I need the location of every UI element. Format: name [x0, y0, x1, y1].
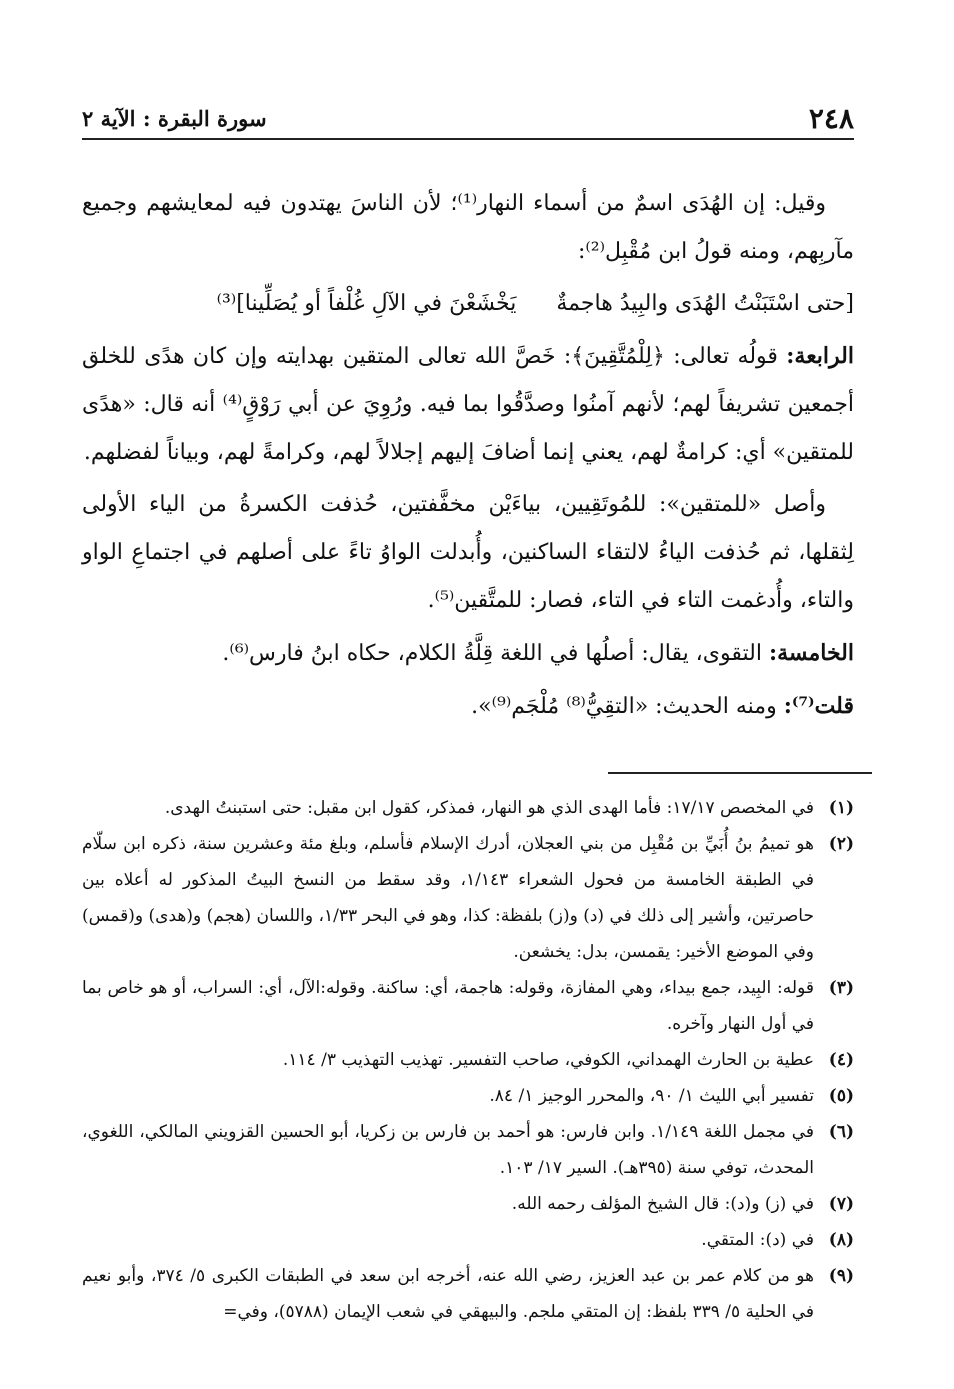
- poetry-verse: [82, 280, 854, 328]
- paragraph: [82, 682, 854, 731]
- footnote-text: في مجمل اللغة ١/١٤٩. وابن فارس: هو أحمد بن فارس بن زكريا، أبو الحسين القزويني المالكي، اللغوي، المحدث، توفي سنة (٣٩٥هـ). السير ١٧/ ١٠٣.: [82, 1122, 814, 1178]
- paragraph-text: قولُه تعالى: ﴿لِلْمُتَّقِينَ﴾: خَصَّ الله تعالى المتقين بهدايته وإن كان هدًى للخلق أجمعين تشريفاً لهم؛ لأنهم آمنُوا وصدَّقُوا بما فيه. ورُوِيَ عن أبي رَوْقٍ⁽⁴⁾ أنه قال: «هدًى للمتقين» أي: كرامةٌ لهم، يعني إنما أضافَ إليهم إجلالاً لهم، وكرامةً لهم، وبياناً لفضلهم.: [82, 344, 855, 465]
- section-heading: الرابعة:: [786, 343, 854, 369]
- running-title: سورة البقرة : الآية ٢: [82, 106, 267, 131]
- footnote-text: قوله: البِيد، جمع بيداء، وهي المفازة، وقوله: هاجمة، أي: ساكنة. وقوله:الآل، أي: السراب، أو هو خاص بما في أول النهار وآخره.: [82, 978, 814, 1034]
- footnote-text: في (ز) و(د): قال الشيخ المؤلف رحمه الله.: [511, 1194, 814, 1214]
- footnote-separator: [608, 772, 872, 774]
- paragraph: [82, 629, 854, 678]
- footnote: [82, 1186, 854, 1222]
- paragraph: [82, 332, 854, 477]
- section-heading: الخامسة:: [768, 640, 854, 666]
- footnote-number: (٧): [828, 1194, 854, 1214]
- footnote-text: تفسير أبي الليث ١/ ٩٠، والمحرر الوجيز ١/ ٨٤.: [489, 1086, 814, 1106]
- paragraph: وأصل «للمتقين»: للمُوتَقِيين، بياءَيْن مخفَّفتين، حُذفت الكسرةُ من الياء الأولى لِثقلها، ثم حُذفت الياءُ لالتقاء الساكنين، وأُبدلت الواوُ تاءً على أصلهم في اجتماعِ الواو والتاء، وأُدغمت التاء في التاء، فصار: للمتَّقين⁽⁵⁾.: [82, 492, 854, 613]
- footnote-number: (٨): [828, 1230, 854, 1250]
- footnote-text: في المخصص ١٧/١٧: فأما الهدى الذي هو النهار، فمذكر، كقول ابن مقبل: حتى استبنتُ الهدى.: [164, 798, 814, 818]
- footnote-number: (٦): [828, 1122, 854, 1142]
- paragraph: وقيل: إن الهُدَى اسمٌ من أسماء النهار⁽¹⁾؛ لأن الناسَ يهتدون فيه لمعايشهم وجميع مآربِهم، ومنه قولُ ابن مُقْبِل⁽²⁾:: [82, 191, 854, 264]
- paragraph-text: ومنه الحديث: «التقِيُّ⁽⁸⁾ مُلْجَم⁽⁹⁾».: [471, 694, 784, 719]
- footnote: [82, 1222, 854, 1258]
- footnote: [82, 1114, 854, 1186]
- footnote: [82, 970, 854, 1042]
- footnotes: [82, 790, 854, 1330]
- footnote-number: (١): [828, 798, 854, 818]
- footnote: [82, 826, 854, 970]
- page-number: ٢٤٨: [808, 102, 854, 135]
- main-text: [82, 180, 854, 735]
- footnote-text: هو من كلام عمر بن عبد العزيز، رضي الله عنه، أخرجه ابن سعد في الطبقات الكبرى ٥/ ٣٧٤، وأبو نعيم في الحلية ٥/ ٣٣٩ بلفظ: إن المتقي ملجم. والبيهقي في شعب الإيمان (٥٧٨٨)، وفي=: [82, 1266, 814, 1322]
- footnote-number: (٩): [828, 1266, 854, 1286]
- footnote-number: (٣): [828, 978, 854, 998]
- footnote-number: (٢): [828, 834, 854, 854]
- footnote-text: هو تميمُ بنُ أُبَيِّ بن مُقْبِل من بني العجلان، أدرك الإسلام فأسلم، وبلغ مئة وعشرين سنة، ذكره ابن سلّام في الطبقة الخامسة من فحول الشعراء ١/١٤٣، وقد سقط من النسخ البيتُ المذكور له أعلاه بين حاصرتين، وأشير إلى ذلك في (د) و(ز) بلفظة: كذا، وهو في البحر ١/٣٣، واللسان (هجم) و(هدى) و(قمس) وفي الموضع الأخير: يقمسن، بدل: يخشعن.: [82, 834, 815, 962]
- verse-second-hemistich: يَخْشَعْنَ في الآلِ غُلْفاً أو يُصَلِّينا]⁽³⁾: [216, 291, 517, 316]
- paragraph-text: التقوى، يقال: أصلُها في اللغة قِلَّةُ الكلام، حكاه ابنُ فارس⁽⁶⁾.: [222, 641, 769, 666]
- footnote: [82, 1258, 854, 1330]
- page-header: [82, 98, 854, 140]
- footnote-number: (٥): [828, 1086, 854, 1106]
- footnote: [82, 790, 854, 826]
- verse-first-hemistich: [حتى اسْتَبَنْتُ الهُدَى والبِيدُ هاجمةٌ: [556, 291, 854, 316]
- footnote-number: (٤): [828, 1050, 854, 1070]
- footnote-text: في (د): المتقي.: [701, 1230, 814, 1250]
- footnote: [82, 1078, 854, 1114]
- footnote: [82, 1042, 854, 1078]
- section-heading: قلت⁽⁷⁾:: [783, 693, 854, 719]
- footnote-text: عطية بن الحارث الهمداني، الكوفي، صاحب التفسير. تهذيب التهذيب ٣/ ١١٤.: [282, 1050, 814, 1070]
